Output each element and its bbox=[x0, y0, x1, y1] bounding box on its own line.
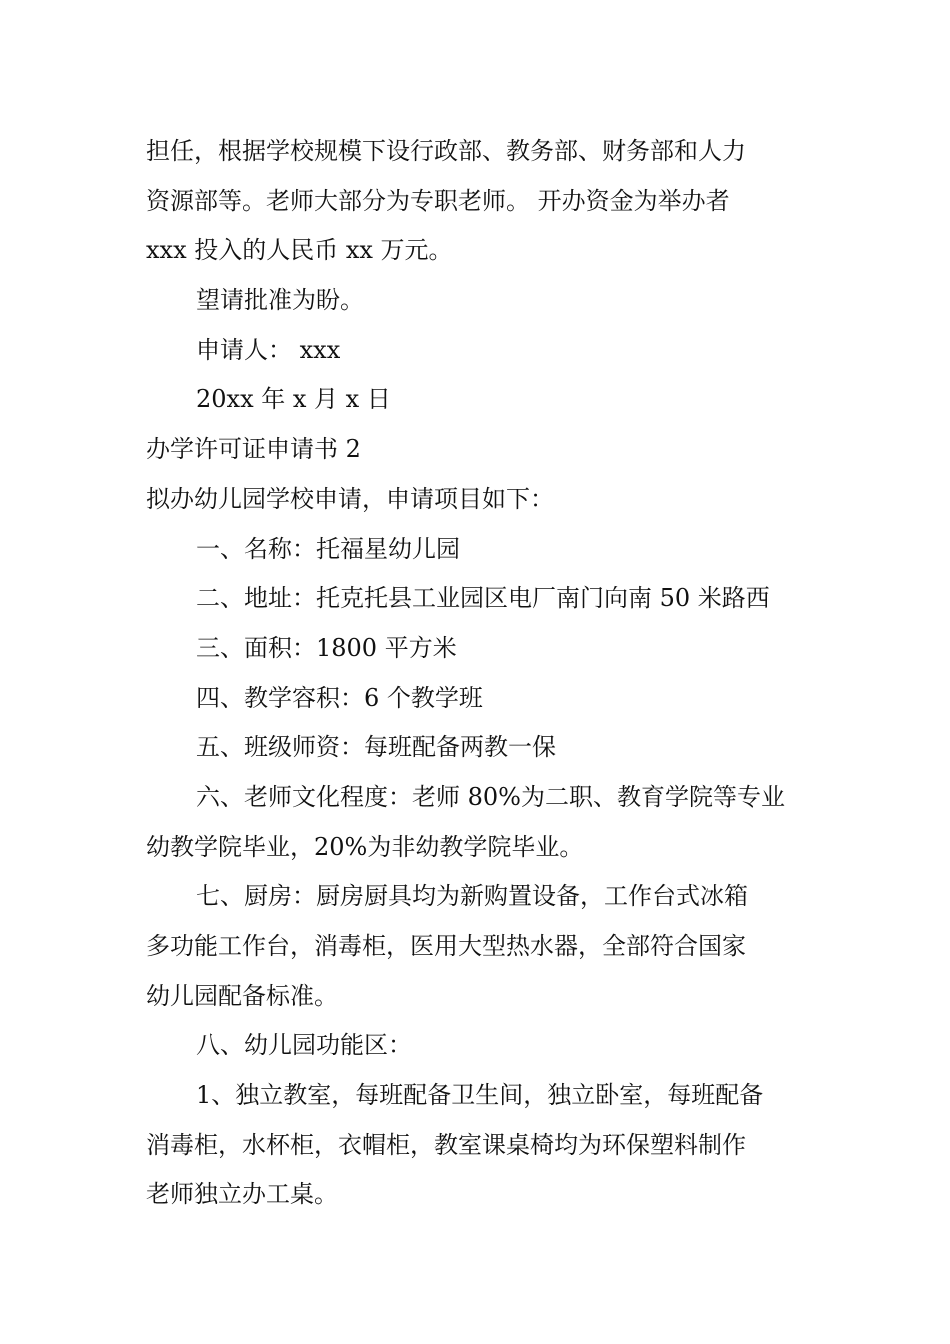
paragraph-line: xxx 投入的人民币 xx 万元。 bbox=[146, 236, 453, 265]
item-area: 三、面积：1800 平方米 bbox=[196, 633, 457, 662]
paragraph-line: 消毒柜，水杯柜，衣帽柜，教室课桌椅均为环保塑料制作 bbox=[146, 1130, 746, 1159]
item-address: 二、地址：托克托县工业园区电厂南门向南 50 米路西 bbox=[196, 584, 770, 613]
closing-request: 望请批准为盼。 bbox=[196, 286, 364, 315]
paragraph-line: 幼教学院毕业，20%为非幼教学院毕业。 bbox=[146, 832, 584, 861]
item-staffing: 五、班级师资：每班配备两教一保 bbox=[196, 733, 556, 762]
item-kitchen: 七、厨房：厨房厨具均为新购置设备，工作台式冰箱 bbox=[196, 882, 748, 911]
sub-item-classroom: 1、独立教室，每班配备卫生间，独立卧室，每班配备 bbox=[196, 1081, 764, 1110]
applicant-line: 申请人： xxx bbox=[196, 335, 341, 364]
item-capacity: 四、教学容积：6 个教学班 bbox=[196, 683, 483, 712]
paragraph-line: 老师独立办工桌。 bbox=[146, 1180, 338, 1209]
paragraph-line: 多功能工作台，消毒柜，医用大型热水器，全部符合国家 bbox=[146, 932, 746, 960]
paragraph-line: 担任，根据学校规模下设行政部、教务部、财务部和人力 bbox=[146, 137, 746, 165]
paragraph-line: 资源部等。老师大部分为专职老师。 开办资金为举办者 bbox=[146, 186, 730, 215]
section-title: 办学许可证申请书 2 bbox=[146, 435, 361, 464]
date-line: 20xx 年 x 月 x 日 bbox=[196, 385, 391, 414]
paragraph-line: 幼儿园配备标准。 bbox=[146, 981, 338, 1010]
document-body bbox=[146, 127, 810, 1220]
item-function-areas: 八、幼儿园功能区： bbox=[196, 1031, 412, 1060]
item-education-level: 六、老师文化程度：老师 80%为二职、教育学院等专业 bbox=[196, 782, 785, 811]
item-name: 一、名称：托福星幼儿园 bbox=[196, 534, 460, 563]
intro-line: 拟办幼儿园学校申请，申请项目如下： bbox=[146, 484, 554, 513]
